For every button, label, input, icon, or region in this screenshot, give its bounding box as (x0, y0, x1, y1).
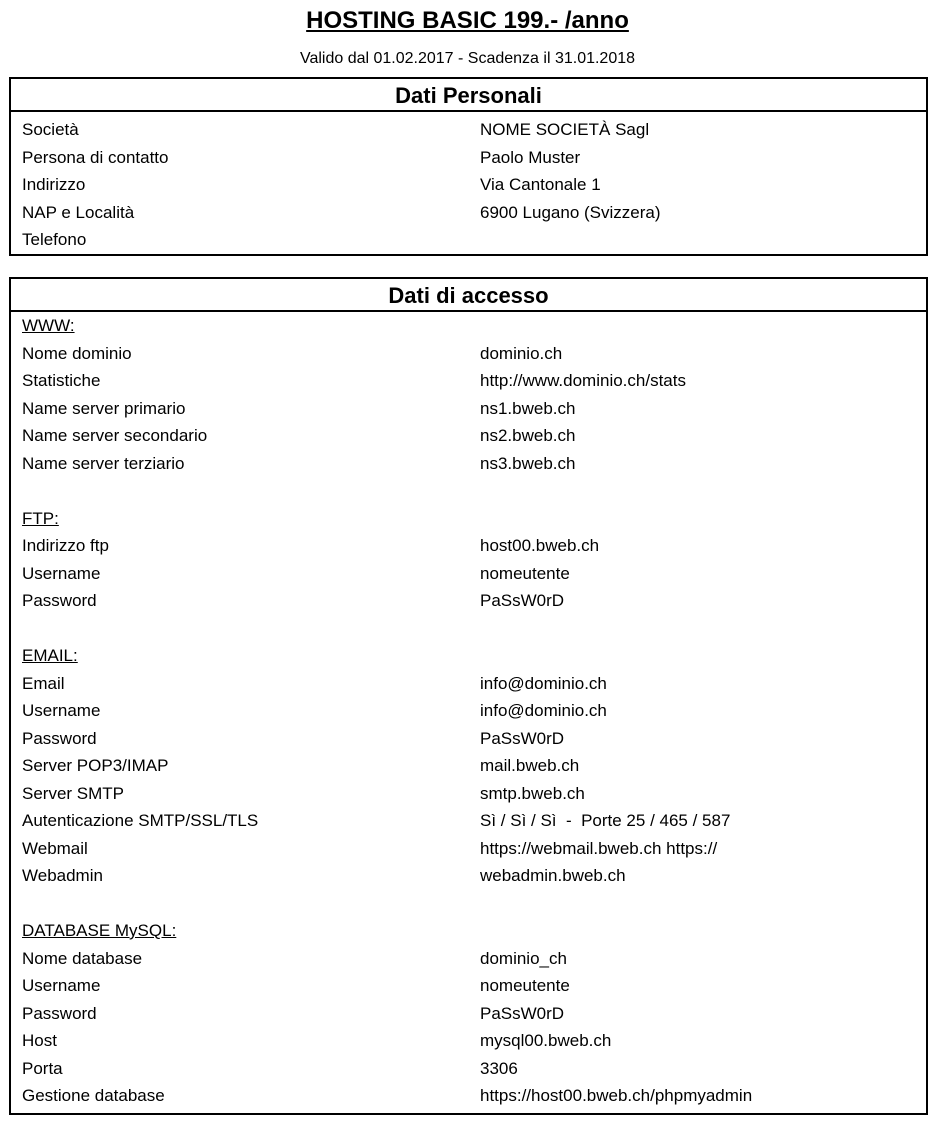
page-title: HOSTING BASIC 199.- /anno (306, 7, 629, 34)
field-label: Password (22, 728, 97, 748)
personal-data-heading: Dati Personali (11, 79, 926, 112)
field-value: nomeutente (480, 976, 570, 995)
field-value: ns2.bweb.ch (480, 426, 576, 445)
field-value: 3306 (480, 1058, 518, 1078)
field-value: PaSsW0rD (480, 728, 565, 748)
table-row (11, 670, 926, 698)
field-value: dominio.ch (480, 343, 563, 363)
section-title-ftp: FTP: (22, 508, 59, 528)
table-row (11, 560, 926, 588)
table-row (11, 780, 926, 808)
spacer (11, 477, 926, 505)
table-row (11, 835, 926, 863)
access-data-heading: Dati di accesso (11, 279, 926, 312)
table-row (11, 587, 926, 615)
field-label: Username (22, 701, 101, 720)
table-row (11, 116, 926, 144)
field-label: Indirizzo (22, 175, 86, 194)
field-label: Persona di contatto (22, 147, 169, 167)
field-value: webadmin.bweb.ch (480, 866, 626, 885)
field-label: Porta (22, 1058, 63, 1078)
field-value: Paolo Muster (480, 147, 581, 167)
field-label: Statistiche (22, 371, 101, 390)
table-row (11, 697, 926, 725)
table-row (11, 725, 926, 753)
table-row (11, 1082, 926, 1110)
personal-data-box (9, 77, 928, 256)
field-label: Indirizzo ftp (22, 536, 109, 555)
table-row (11, 226, 926, 254)
table-row (11, 340, 926, 368)
field-label: Webmail (22, 838, 88, 858)
field-value: https://webmail.bweb.ch https:// (480, 838, 718, 858)
field-label: Autenticazione SMTP/SSL/TLS (22, 811, 259, 830)
field-value: Sì / Sì / Sì - Porte 25 / 465 / 587 (480, 811, 731, 830)
field-value: nomeutente (480, 563, 570, 583)
table-row (11, 199, 926, 227)
table-row (11, 532, 926, 560)
table-row (11, 450, 926, 478)
field-label: Name server secondario (22, 426, 208, 445)
field-value: NOME SOCIETÀ Sagl (480, 120, 650, 139)
spacer (11, 615, 926, 643)
table-row (11, 422, 926, 450)
field-value: http://www.dominio.ch/stats (480, 371, 686, 390)
field-value: ns1.bweb.ch (480, 398, 576, 418)
field-value: dominio_ch (480, 948, 567, 968)
section-title-www: WWW: (22, 316, 75, 335)
field-value: mail.bweb.ch (480, 756, 580, 775)
section-title-database: DATABASE MySQL: (22, 921, 177, 940)
field-value: smtp.bweb.ch (480, 783, 585, 803)
table-row (11, 1055, 926, 1083)
field-value: host00.bweb.ch (480, 536, 600, 555)
field-value: ns3.bweb.ch (480, 453, 576, 473)
field-label: NAP e Località (22, 202, 135, 222)
field-value: info@dominio.ch (480, 673, 607, 693)
field-label: Gestione database (22, 1086, 165, 1105)
table-row (11, 752, 926, 780)
field-value: https://host00.bweb.ch/phpmyadmin (480, 1086, 753, 1105)
field-label: Webadmin (22, 866, 103, 885)
table-row (11, 144, 926, 172)
field-label: Username (22, 563, 101, 583)
field-label: Server SMTP (22, 783, 125, 803)
spacer (11, 890, 926, 918)
field-label: Host (22, 1031, 57, 1050)
field-label: Email (22, 673, 65, 693)
section-title-email: EMAIL: (22, 646, 78, 665)
field-label: Telefono (22, 230, 87, 249)
field-label: Società (22, 120, 79, 139)
table-row (11, 807, 926, 835)
table-row (11, 972, 926, 1000)
field-value: Via Cantonale 1 (480, 175, 601, 194)
field-label: Name server terziario (22, 453, 185, 473)
field-value: 6900 Lugano (Svizzera) (480, 202, 661, 222)
field-label: Name server primario (22, 398, 186, 418)
validity-period: Valido dal 01.02.2017 - Scadenza il 31.01.2018 (299, 50, 636, 67)
field-label: Username (22, 976, 101, 995)
table-row (11, 395, 926, 423)
table-row (11, 171, 926, 199)
field-label: Nome database (22, 948, 143, 968)
field-value: info@dominio.ch (480, 701, 607, 720)
table-row (11, 367, 926, 395)
table-row (11, 1027, 926, 1055)
field-label: Password (22, 591, 97, 610)
field-value: mysql00.bweb.ch (480, 1031, 612, 1050)
access-data-box (9, 277, 928, 1115)
field-label: Password (22, 1003, 97, 1023)
table-row (11, 1000, 926, 1028)
field-label: Nome dominio (22, 343, 132, 363)
field-value: PaSsW0rD (480, 1003, 565, 1023)
field-value: PaSsW0rD (480, 591, 565, 610)
table-row (11, 945, 926, 973)
table-row (11, 862, 926, 890)
field-label: Server POP3/IMAP (22, 756, 169, 775)
